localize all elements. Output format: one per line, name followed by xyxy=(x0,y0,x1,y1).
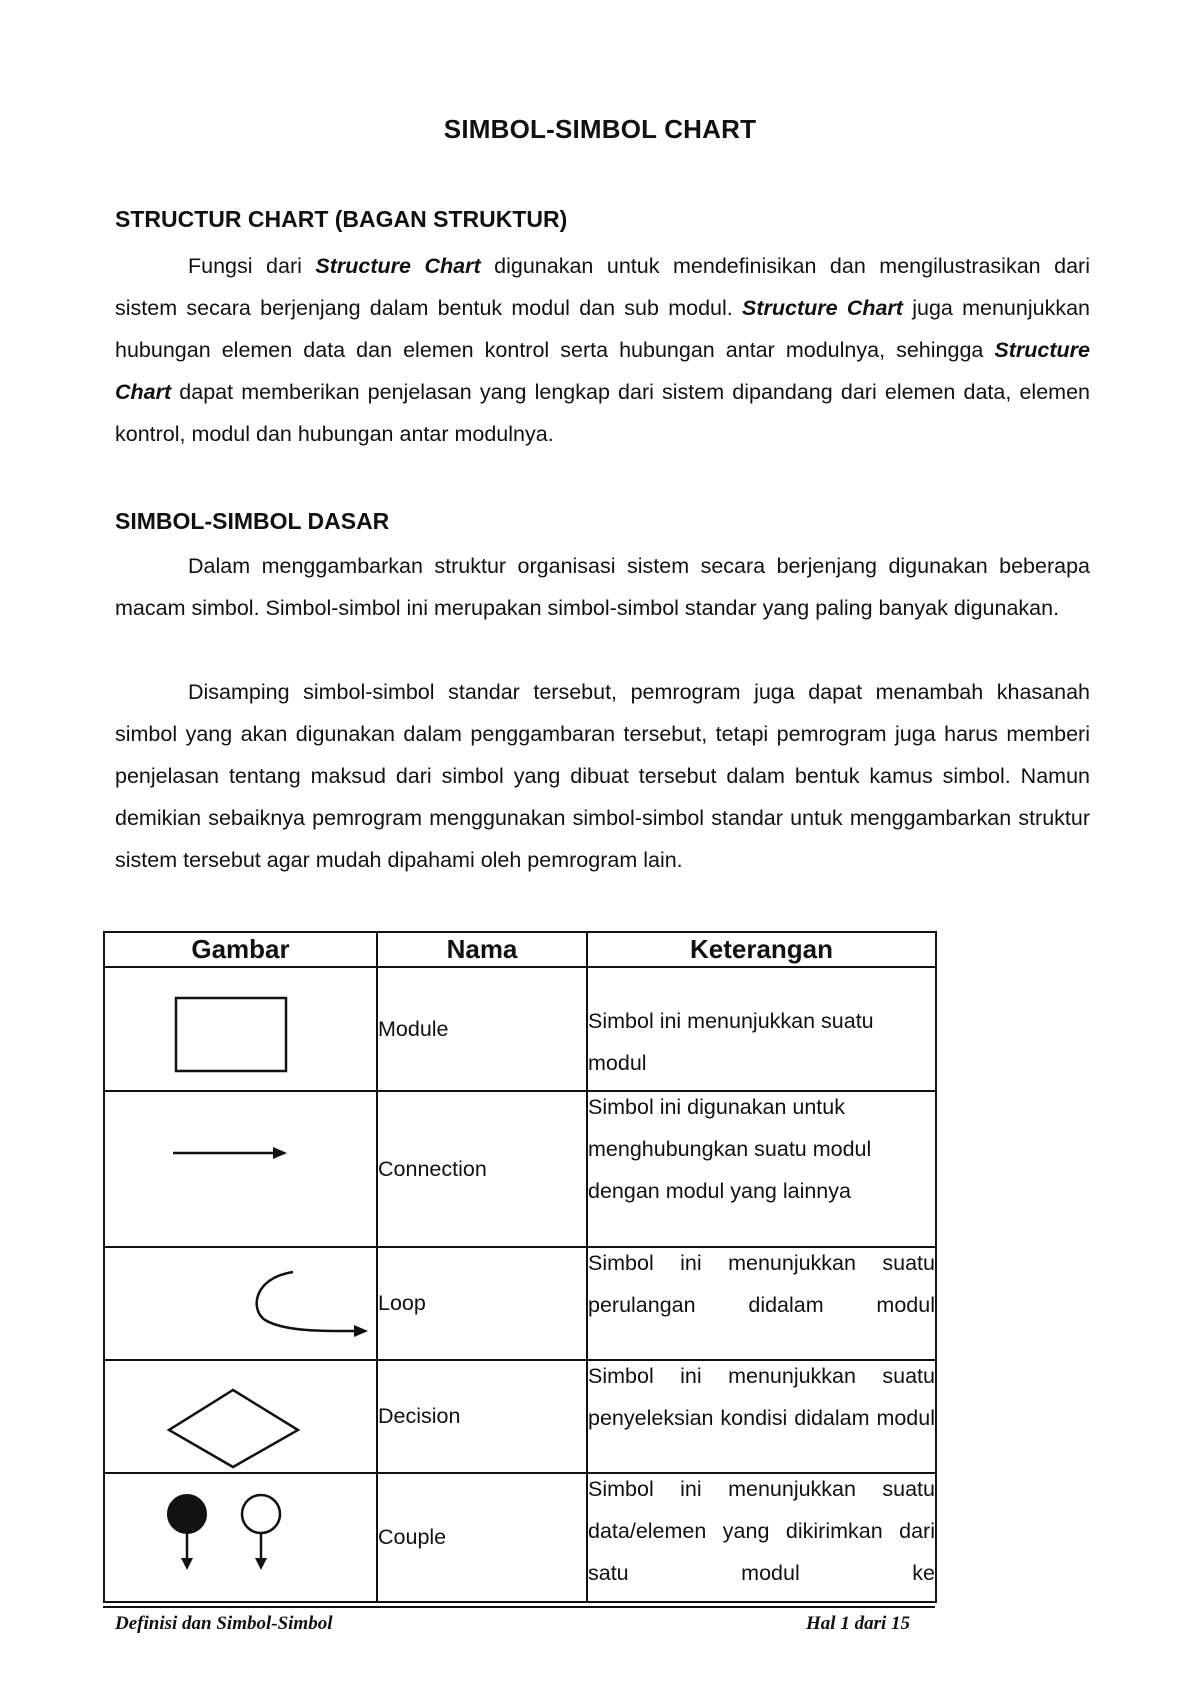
paragraph-simbol-dasar-2: Disamping simbol-simbol standar tersebut, pemrogram juga dapat menambah khasanah simbol yang akan digunakan dalam penggambaran tersebut, tetapi pemrogram juga harus memberi penjelasan tentang maksud dari simbol yang dibuat tersebut dalam bentuk kamus simbol. Namun demikian sebaiknya pemrogram menggunakan simbol-simbol standar untuk menggambarkan struktur sistem tersebut agar mudah dipahami oleh pemrogram lain. xyxy=(115,680,1090,872)
symbol-description: Simbol ini menunjukkan suatu modul xyxy=(587,967,936,1091)
footer-document-title: Definisi dan Simbol-Simbol xyxy=(115,1613,333,1634)
header-gambar: Gambar xyxy=(104,932,377,967)
couple-data-control-icon xyxy=(104,1473,377,1602)
table-row xyxy=(104,967,936,1091)
symbol-name: Connection xyxy=(377,1091,587,1247)
table-row xyxy=(104,1247,936,1360)
footer-divider xyxy=(103,1606,935,1608)
symbol-description: Simbol ini menunjukkan suatu data/elemen yang dikirimkan dari satu modul ke xyxy=(587,1473,936,1602)
footer-page-number: Hal 1 dari 15 xyxy=(806,1613,910,1634)
header-nama: Nama xyxy=(377,932,587,967)
symbol-description: Simbol ini menunjukkan suatu penyeleksian kondisi didalam modul xyxy=(587,1360,936,1473)
symbol-name: Loop xyxy=(377,1247,587,1360)
section-heading-structure-chart: STRUCTUR CHART (BAGAN STRUKTUR) xyxy=(115,206,568,232)
table-row xyxy=(104,1360,936,1473)
section-heading-simbol-dasar: SIMBOL-SIMBOL DASAR xyxy=(115,508,390,534)
table-row xyxy=(104,1473,936,1602)
page-title: SIMBOL-SIMBOL CHART xyxy=(443,114,757,144)
paragraph-simbol-dasar-1: Dalam menggambarkan struktur organisasi sistem secara berjenjang digunakan beberapa macam simbol. Simbol-simbol ini merupakan simbol-simbol standar yang paling banyak digunakan. xyxy=(115,554,1090,620)
paragraph-structure-chart: Fungsi dari Structure Chart digunakan untuk mendefinisikan dan mengilustrasikan dari sistem secara berjenjang dalam bentuk modul dan sub modul. Structure Chart juga menunjukkan hubungan elemen data dan elemen kontrol serta hubungan antar modulnya, sehingga Structure Chart dapat memberikan penjelasan yang lengkap dari sistem dipandang dari elemen data, elemen kontrol, modul dan hubungan antar modulnya. xyxy=(115,254,1090,446)
header-keterangan: Keterangan xyxy=(587,932,936,967)
connection-arrow-icon xyxy=(104,1091,377,1247)
decision-diamond-icon xyxy=(104,1360,377,1473)
symbol-description: Simbol ini digunakan untuk menghubungkan suatu modul dengan modul yang lainnya xyxy=(587,1091,936,1247)
module-rectangle-icon xyxy=(104,967,377,1091)
symbol-name: Couple xyxy=(377,1473,587,1602)
symbol-description: Simbol ini menunjukkan suatu perulangan didalam modul xyxy=(587,1247,936,1360)
table-row xyxy=(104,1091,936,1247)
table-header-row xyxy=(104,932,936,967)
symbol-name: Module xyxy=(377,967,587,1091)
symbol-name: Decision xyxy=(377,1360,587,1473)
symbols-table xyxy=(103,931,937,1603)
loop-curved-arrow-icon xyxy=(104,1247,377,1360)
